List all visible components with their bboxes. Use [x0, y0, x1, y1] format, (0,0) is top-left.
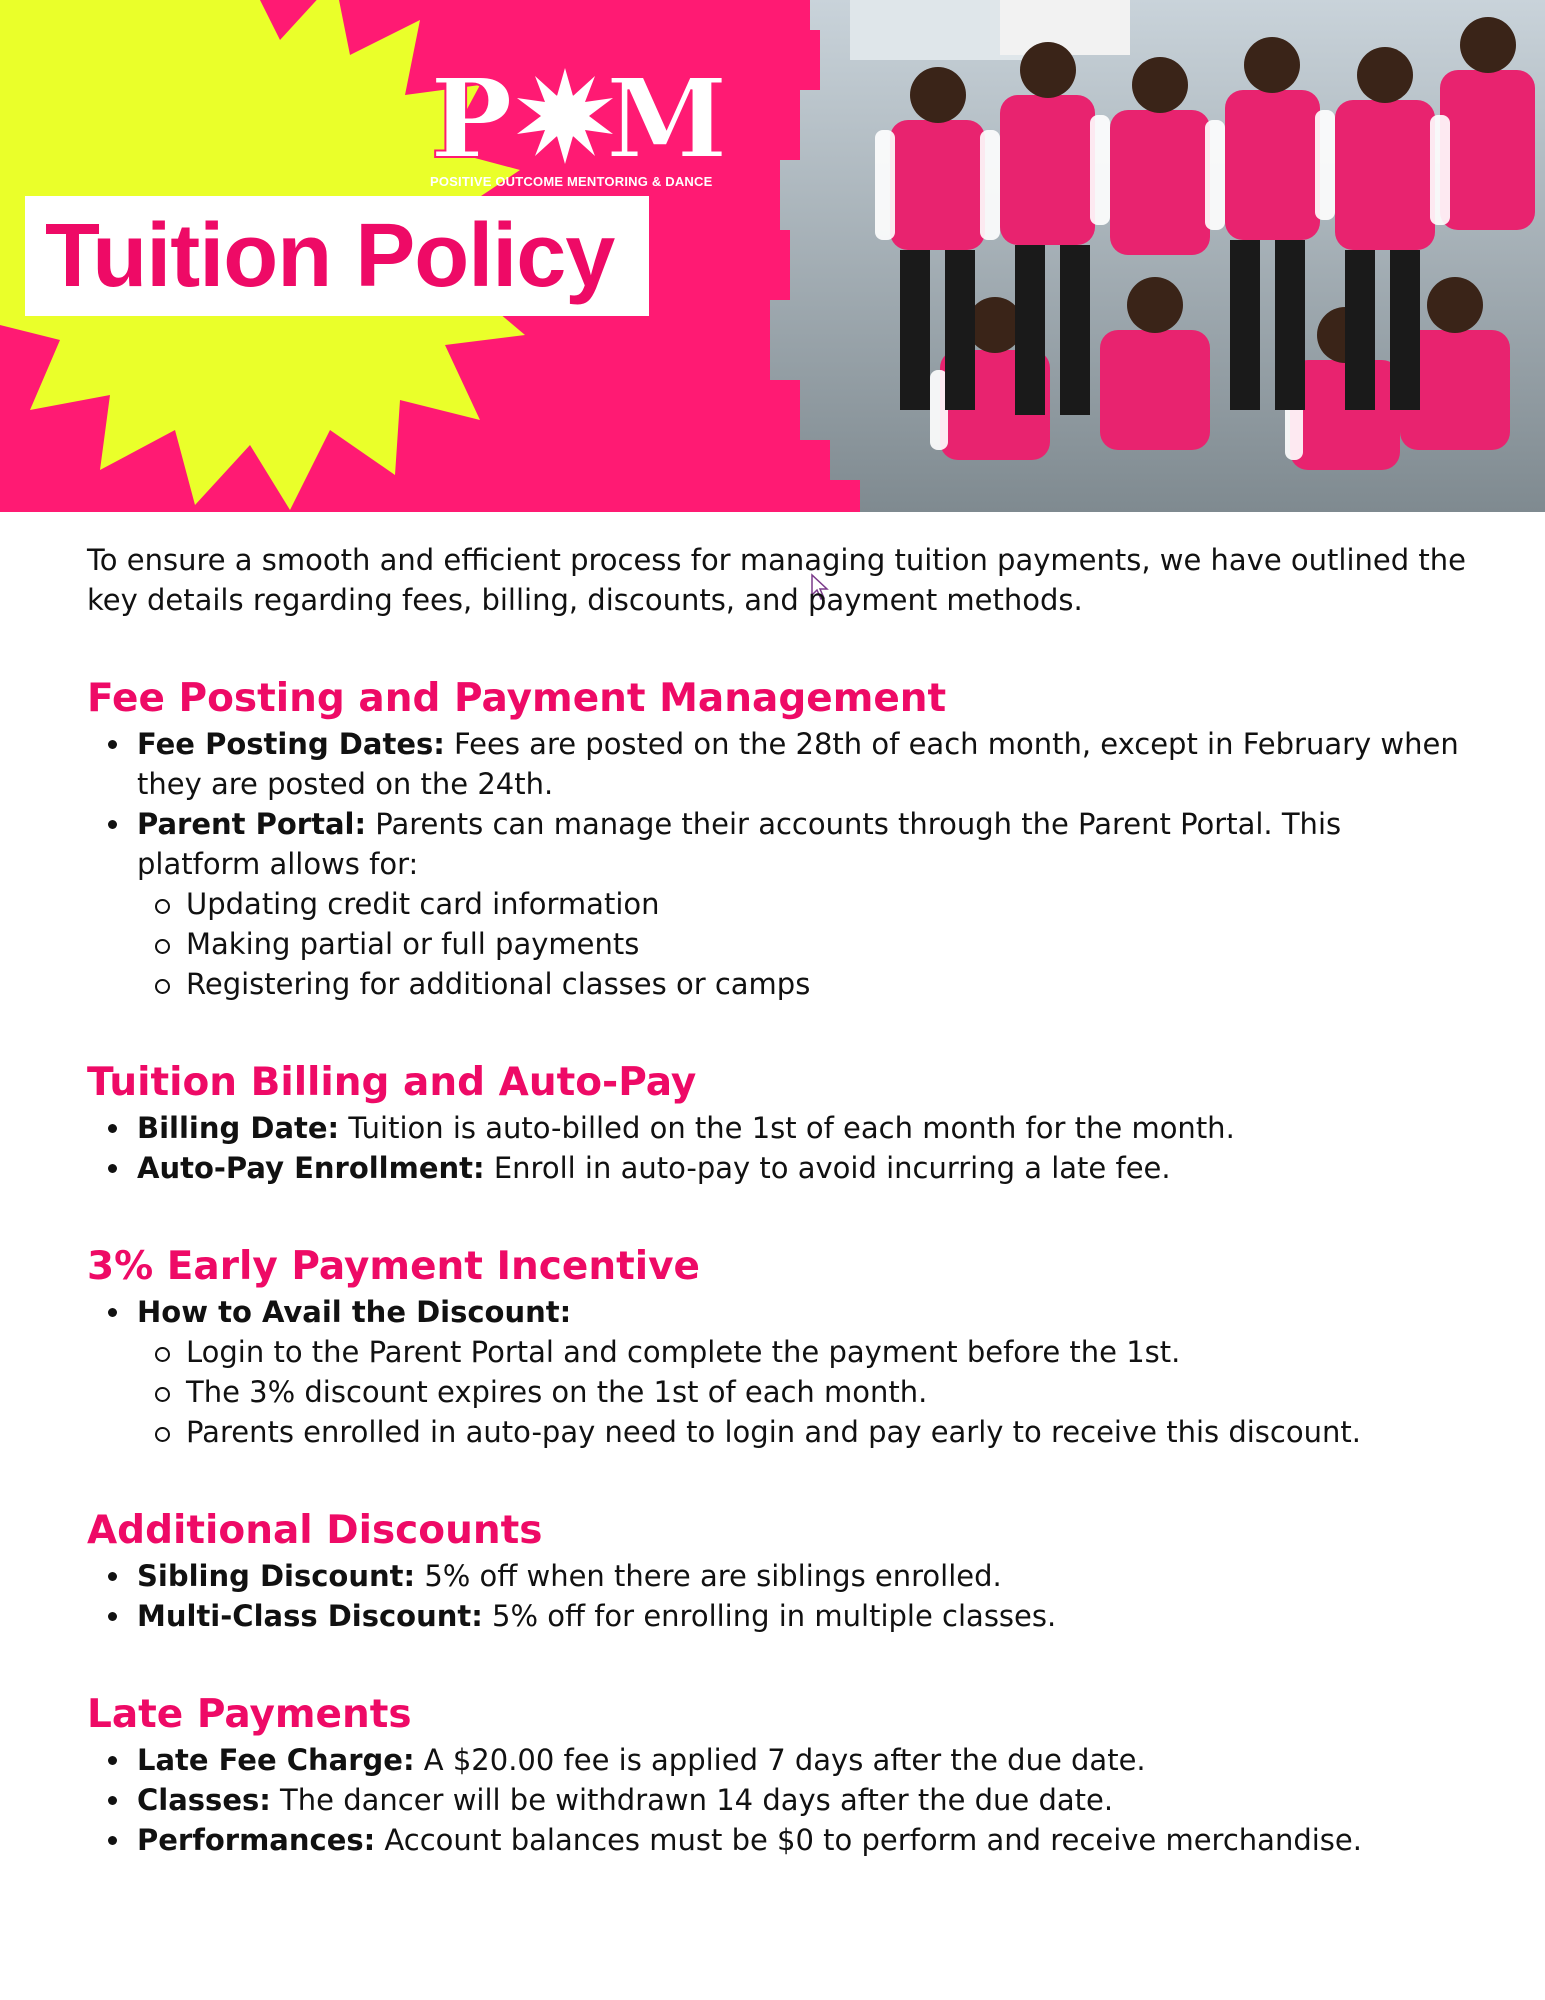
item-text: Fees are posted on the 28th of each month, except in February when they are posted on the 24th.: [137, 727, 1459, 801]
bullet-list: [87, 1292, 1467, 1332]
item-text: Parents can manage their accounts through the Parent Portal. This platform allows for:: [137, 807, 1342, 881]
item-text: Enroll in auto-pay to avoid incurring a late fee.: [484, 1151, 1171, 1185]
title-box: [25, 196, 649, 316]
list-item: [87, 1780, 1467, 1820]
logo-subtitle: POSITIVE OUTCOME MENTORING & DANCE: [430, 174, 713, 189]
intro-paragraph: To ensure a smooth and efficient process for managing tuition payments, we have outlined the key details regarding fees, billing, discounts, and payment methods.: [87, 543, 1466, 617]
item-label: Late Fee Charge:: [137, 1743, 415, 1777]
list-item: [87, 804, 1467, 884]
bullet-list: [87, 1108, 1467, 1188]
item-label: Classes:: [137, 1783, 271, 1817]
sub-list-item: Making partial or full payments: [87, 924, 1467, 964]
section-additional-discounts: [87, 1508, 1467, 1636]
bullet-list: [87, 1740, 1467, 1860]
sub-list-item: Updating credit card information: [87, 884, 1467, 924]
section-fee-posting: [87, 676, 1467, 1004]
section-heading: Tuition Billing and Auto-Pay: [87, 1060, 697, 1105]
item-text: Account balances must be $0 to perform and receive merchandise.: [375, 1823, 1362, 1857]
sub-list-item: The 3% discount expires on the 1st of each month.: [87, 1372, 1467, 1412]
bullet-list: [87, 724, 1467, 884]
item-text: 5% off when there are siblings enrolled.: [415, 1559, 1002, 1593]
item-label: Performances:: [137, 1823, 376, 1857]
item-label: Billing Date:: [137, 1111, 340, 1145]
item-label: Parent Portal:: [137, 807, 367, 841]
sub-bullet-list: [87, 1332, 1467, 1452]
page-title: Tuition Policy: [45, 205, 615, 306]
list-item: [87, 724, 1467, 804]
item-text: A $20.00 fee is applied 7 days after the due date.: [414, 1743, 1146, 1777]
section-heading: 3% Early Payment Incentive: [87, 1244, 700, 1289]
header-banner: [0, 0, 1545, 512]
list-item: [87, 1556, 1467, 1596]
item-text: The dancer will be withdrawn 14 days after the due date.: [270, 1783, 1114, 1817]
section-early-payment: [87, 1244, 1467, 1452]
list-item: [87, 1108, 1467, 1148]
item-text: 5% off for enrolling in multiple classes.: [482, 1599, 1057, 1633]
list-item: [87, 1820, 1467, 1860]
item-label: Fee Posting Dates:: [137, 727, 445, 761]
section-heading: Late Payments: [87, 1692, 412, 1737]
item-text: Tuition is auto-billed on the 1st of each month for the month.: [339, 1111, 1235, 1145]
section-heading: Fee Posting and Payment Management: [87, 676, 947, 721]
sub-bullet-list: [87, 884, 1467, 1004]
list-item: [87, 1148, 1467, 1188]
dancers-photo: [770, 0, 1545, 512]
section-late-payments: [87, 1692, 1467, 1860]
item-label: Sibling Discount:: [137, 1559, 416, 1593]
item-label: Multi-Class Discount:: [137, 1599, 483, 1633]
sub-list-item: Parents enrolled in auto-pay need to login and pay early to receive this discount.: [87, 1412, 1467, 1452]
item-label: Auto-Pay Enrollment:: [137, 1151, 485, 1185]
svg-text:M: M: [606, 54, 728, 183]
pom-logo: [430, 54, 728, 192]
item-label: How to Avail the Discount:: [137, 1295, 572, 1329]
list-item: [87, 1596, 1467, 1636]
list-item: [87, 1292, 1467, 1332]
sub-list-item: Login to the Parent Portal and complete the payment before the 1st.: [87, 1332, 1467, 1372]
section-billing: [87, 1060, 1467, 1188]
list-item: [87, 1740, 1467, 1780]
bullet-list: [87, 1556, 1467, 1636]
sub-list-item: Registering for additional classes or camps: [87, 964, 1467, 1004]
svg-text:P: P: [430, 54, 513, 183]
section-heading: Additional Discounts: [87, 1508, 543, 1553]
policy-content: [87, 540, 1467, 1860]
